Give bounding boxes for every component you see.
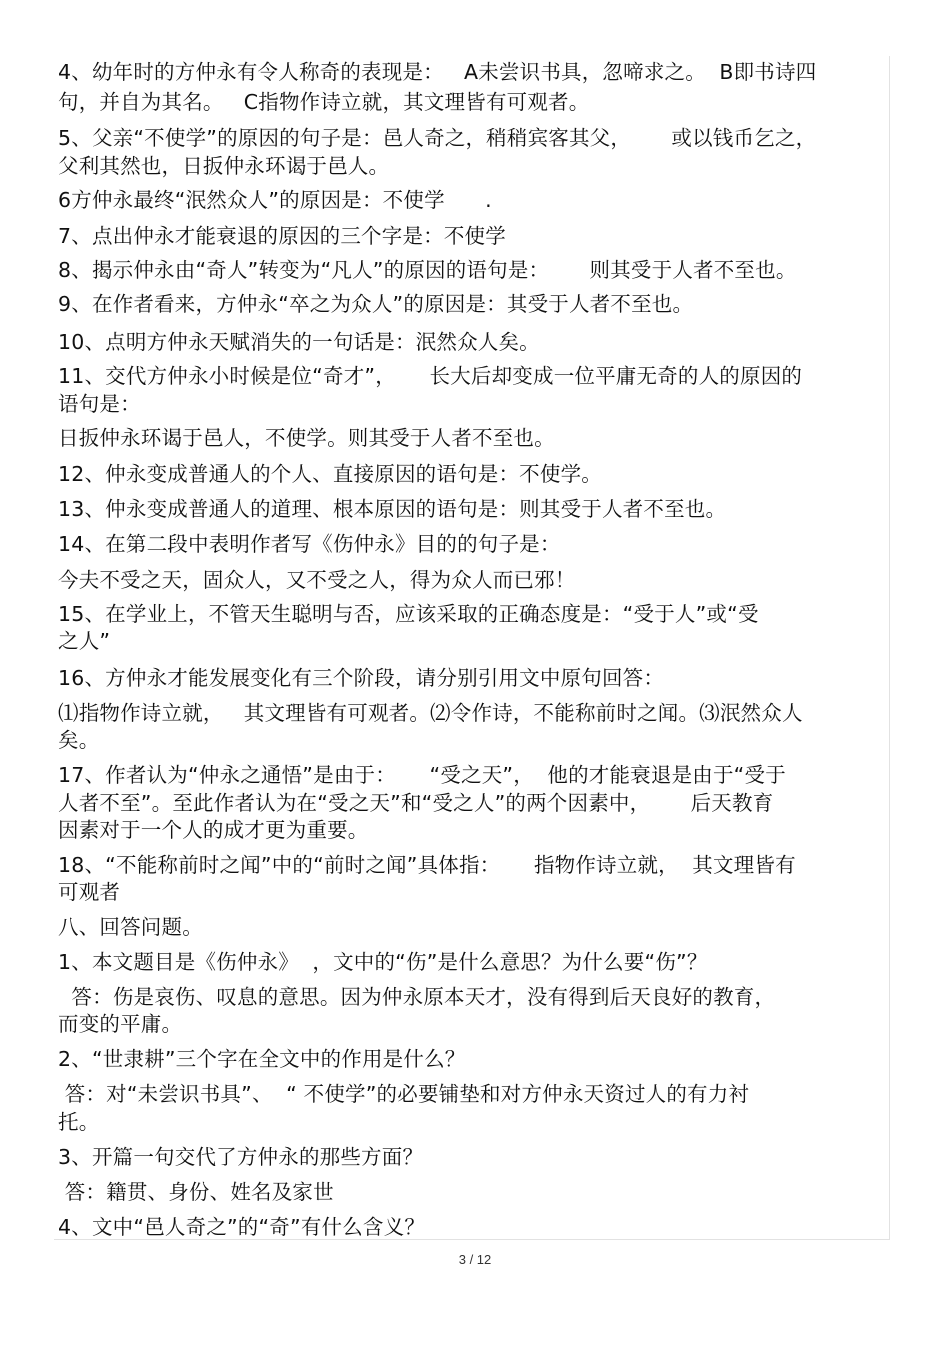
text-line: 答：对“未尝识书具”、 “ 不使学”的必要铺垫和对方仲永天资过人的有力衬 [58,1082,750,1106]
text-line: 10、点明方仲永天赋消失的一句话是：泯然众人矣。 [58,330,540,354]
text-line: 父利其然也，日扳仲永环谒于邑人。 [58,154,390,178]
text-line: 5、父亲“不使学”的原因的句子是：邑人奇之，稍稍宾客其父， 或以钱币乞之， [58,126,817,150]
text-line: 3、开篇一句交代了方仲永的那些方面？ [58,1145,424,1169]
text-line: 2、“世隶耕”三个字在全文中的作用是什么？ [58,1047,466,1071]
text-line: 8、揭示仲永由“奇人”转变为“凡人”的原因的语句是： 则其受于人者不至也。 [58,258,797,282]
text-line: 矣。 [58,728,100,752]
text-line: 答：籍贯、身份、姓名及家世 [58,1180,334,1204]
text-line: 可观者 [58,880,121,904]
text-line: 16、方仲永才能发展变化有三个阶段，请分别引用文中原句回答： [58,666,665,690]
page-number: 3 / 12 [458,1252,492,1267]
text-line: 1、本文题目是《伤仲永》 ，文中的“伤”是什么意思？为什么要“伤”？ [58,950,708,974]
text-line: 6方仲永最终“泯然众人”的原因是：不使学 . [58,188,492,212]
text-line: 今夫不受之天，固众人，又不受之人，得为众人而已邪！ [58,568,576,592]
text-line: 答：伤是哀伤、叹息的意思。因为仲永原本天才，没有得到后天良好的教育， [58,985,776,1009]
text-line: 之人” [58,629,111,653]
text-line: 人者不至”。至此作者认为在“受之天”和“受之人”的两个因素中， 后天教育 [58,791,774,815]
text-line: ⑴指物作诗立就， 其文理皆有可观者。⑵令作诗，不能称前时之闻。⑶泯然众人 [58,701,803,725]
text-line: 因素对于一个人的成才更为重要。 [58,818,369,842]
section-heading: 八、回答问题。 [58,915,203,939]
text-line: 9、在作者看来，方仲永“卒之为众人”的原因是：其受于人者不至也。 [58,292,694,316]
text-line: 7、点出仲永才能衰退的原因的三个字是：不使学 [58,224,506,248]
text-line: 12、仲永变成普通人的个人、直接原因的语句是：不使学。 [58,462,602,486]
text-line: 15、在学业上，不管天生聪明与否，应该采取的正确态度是：“受于人”或“受 [58,602,759,626]
text-line: 托。 [58,1110,100,1134]
text-line: 18、“不能称前时之闻”中的“前时之闻”具体指： 指物作诗立就， 其文理皆有 [58,853,796,877]
text-line: 14、在第二段中表明作者写《伤仲永》目的的句子是： [58,532,561,556]
text-line: 句，并自为其名。 C指物作诗立就，其文理皆有可观者。 [58,90,590,114]
text-line: 而变的平庸。 [58,1012,183,1036]
text-line: 4、幼年时的方仲永有令人称奇的表现是： A未尝识书具，忽啼求之。 B即书诗四 [58,60,817,84]
text-line: 语句是： [58,392,141,416]
text-line: 4、文中“邑人奇之”的“奇”有什么含义？ [58,1215,426,1239]
text-line: 11、交代方仲永小时候是位“奇才”， 长大后却变成一位平庸无奇的人的原因的 [58,364,803,388]
text-line: 日扳仲永环谒于邑人，不使学。则其受于人者不至也。 [58,426,555,450]
text-line: 13、仲永变成普通人的道理、根本原因的语句是：则其受于人者不至也。 [58,497,727,521]
text-line: 17、作者认为“仲永之通悟”是由于： “受之天”， 他的才能衰退是由于“受于 [58,763,786,787]
